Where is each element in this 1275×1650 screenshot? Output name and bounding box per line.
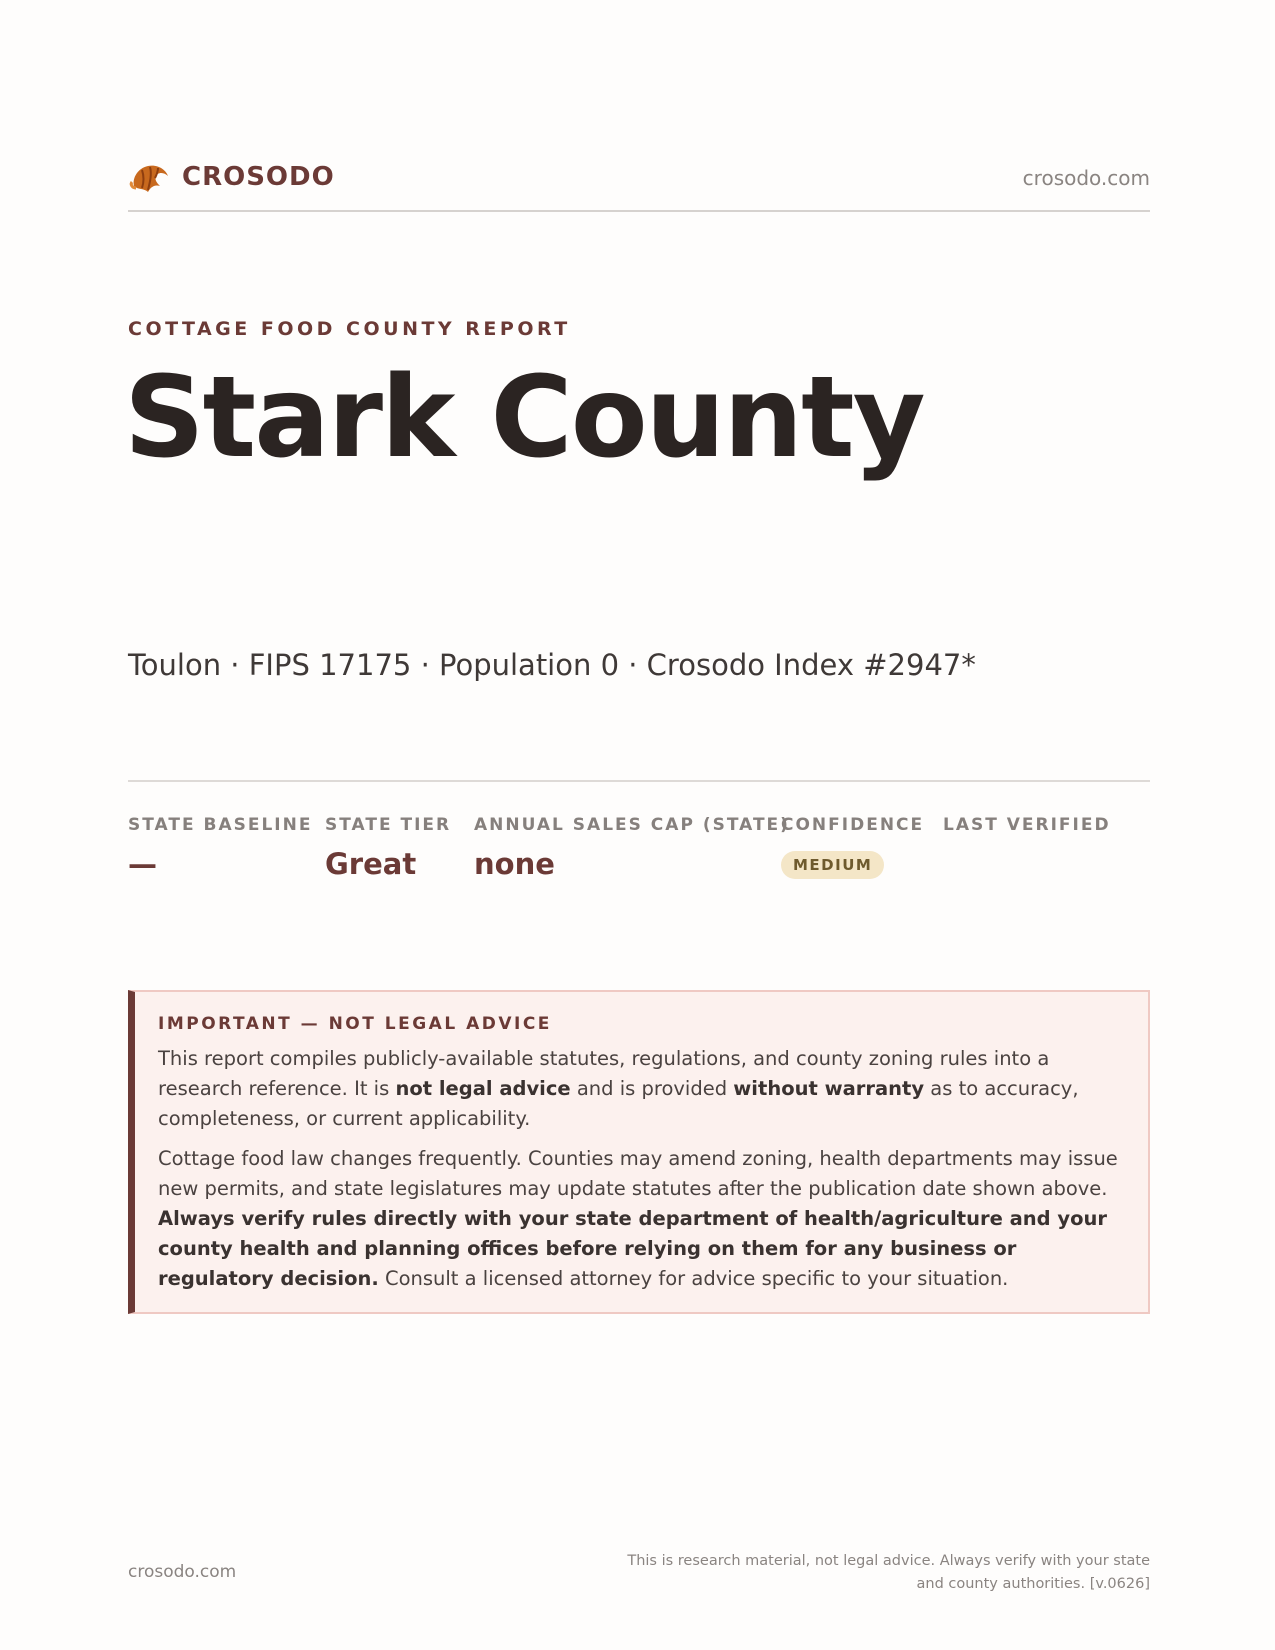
footer-disclaimer [590,1550,1150,1596]
confidence-badge: MEDIUM [781,851,884,879]
stat-annual-sales-cap [474,815,790,881]
header-site-link[interactable]: crosodo.com [1022,166,1150,190]
notice-title: IMPORTANT — NOT LEGAL ADVICE [158,1014,552,1034]
stat-last-verified [943,815,1111,847]
footer-disclaimer-line: This is research material, not legal advice. Always verify with your state [627,1553,1150,1569]
stat-label: STATE BASELINE [128,815,313,835]
brand-name: CROSODO [182,162,335,192]
croissant-icon [128,158,170,196]
stat-label: CONFIDENCE [781,815,925,835]
legal-notice [128,990,1150,1314]
stat-label: ANNUAL SALES CAP (STATE) [474,815,790,835]
report-kicker: COTTAGE FOOD COUNTY REPORT [128,318,571,340]
section-divider [128,780,1150,782]
stat-value: Great [325,847,417,881]
stat-state-tier [325,815,451,881]
stat-state-baseline [128,815,312,881]
stat-value: — [128,847,157,881]
stat-label: STATE TIER [325,815,452,835]
notice-paragraph: Cottage food law changes frequently. Counties may amend zoning, health departments may issue new permits, and state legislatures may update statutes after the publication date shown above. Always verify rules directly with your state department of health/agriculture and your county health and planning offices before relying on them for any business or regulatory decision. Consult a licensed attorney for advice specific to your situation. [158,1147,1118,1290]
stat-confidence [781,815,924,879]
page-title: Stark County [124,353,924,483]
stat-label: LAST VERIFIED [943,815,1111,835]
stat-value: none [474,847,555,881]
footer-disclaimer-line: and county authorities. [v.0626] [916,1576,1150,1592]
notice-paragraph: This report compiles publicly-available statutes, regulations, and county zoning rules into a research reference. It is not legal advice and is provided without warranty as to accuracy, completeness, or current applicability. [158,1047,1079,1130]
county-meta-line: Toulon · FIPS 17175 · Population 0 · Crosodo Index #2947* [128,648,976,682]
footer-site-link[interactable]: crosodo.com [128,1562,237,1582]
page-header [128,158,1150,212]
brand[interactable] [128,158,335,196]
